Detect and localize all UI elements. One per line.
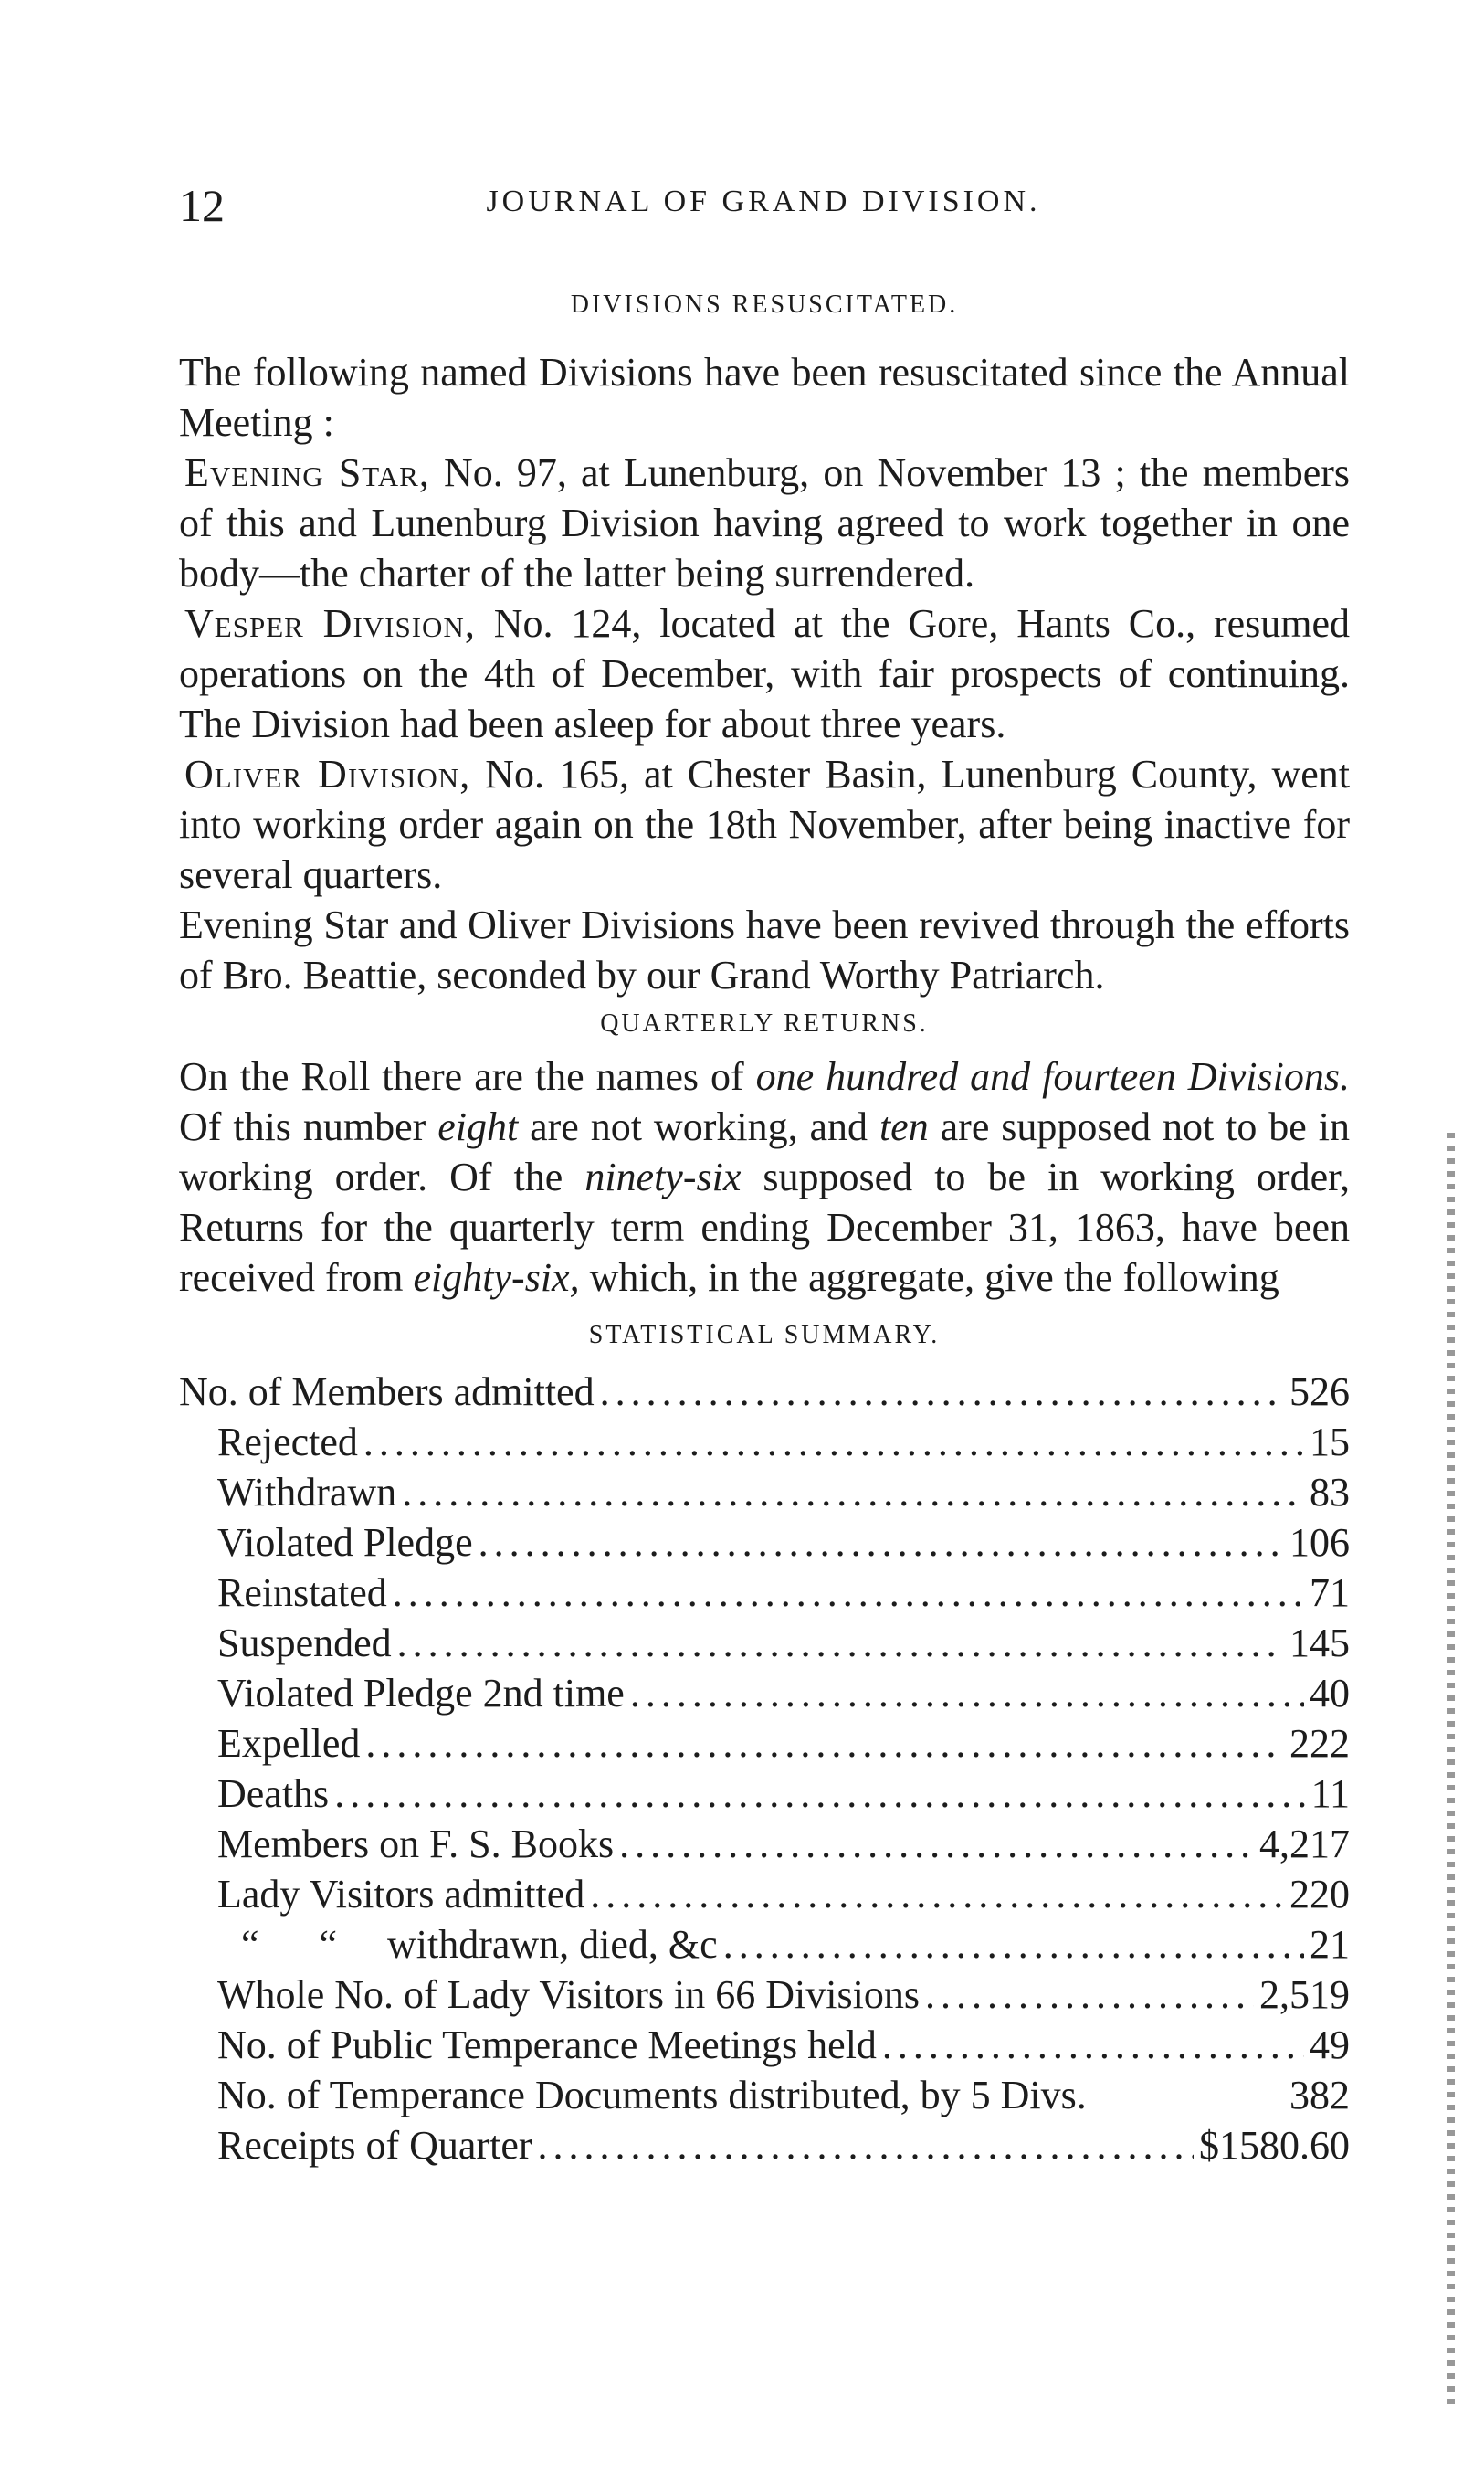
stat-value: 49 <box>1310 2022 1350 2067</box>
stat-value: 2,519 <box>1259 1972 1350 2017</box>
stat-label: Withdrawn <box>217 1470 397 1515</box>
stat-label-text: withdrawn, died, &c <box>387 1922 718 1967</box>
returns-emph-eighty-six: eighty-six, <box>413 1255 580 1300</box>
returns-text-4: are supposed not to be in working order. Of the <box>179 1104 1350 1199</box>
dot-leader <box>538 2120 1194 2170</box>
paragraph-revived <box>179 900 1350 1000</box>
dot-leader <box>600 1367 1284 1417</box>
dot-leader <box>882 2020 1304 2070</box>
stat-row <box>179 1568 1350 1618</box>
paragraph-quarterly-returns <box>179 1051 1350 1303</box>
division-name-evening-star: Evening Star, <box>184 450 430 495</box>
dot-leader <box>365 1718 1284 1769</box>
paragraph-oliver <box>179 749 1350 900</box>
dot-leader <box>334 1769 1305 1819</box>
dot-leader <box>619 1819 1254 1869</box>
oliver-text: No. 165, at Chester Basin, Lunenburg County, went into working order again on the 18th November, after being inactive for several quarters. <box>179 752 1350 897</box>
returns-text-3: are not working, and <box>518 1104 879 1149</box>
returns-text-1: On the Roll there are the names of <box>179 1054 756 1099</box>
revived-text: Evening Star and Oliver Divisions have been revived through the efforts of Bro. Beattie, seconded by our Grand Worthy Patriarch. <box>179 903 1350 998</box>
returns-emph-ninety-six: ninety-six <box>584 1155 742 1199</box>
stat-row <box>179 1819 1350 1869</box>
stat-row <box>179 2020 1350 2070</box>
running-head: JOURNAL OF GRAND DIVISION. <box>486 185 1041 218</box>
returns-emph-eight: eight <box>437 1104 519 1149</box>
paragraph-evening-star <box>179 448 1350 598</box>
stat-label: Whole No. of Lady Visitors in 66 Divisions <box>217 1972 920 2017</box>
stat-label: Expelled <box>217 1721 361 1766</box>
stat-value: 83 <box>1310 1470 1350 1515</box>
division-name-vesper: Vesper Division, <box>184 601 476 646</box>
returns-text-2: Of this number <box>179 1104 438 1149</box>
dot-leader <box>925 1969 1254 2020</box>
stat-row <box>179 1668 1350 1718</box>
section-heading-statistical-summary: STATISTICAL SUMMARY. <box>588 1321 941 1349</box>
stat-label: Suspended <box>217 1621 392 1665</box>
stat-label: Lady Visitors admitted <box>217 1872 585 1917</box>
stat-label: No. of Temperance Documents distributed, by 5 Divs. <box>217 2073 1087 2117</box>
vesper-text: No. 124, located at the Gore, Hants Co., resumed operations on the 4th of December, with fair prospects of continuing. The Division had been asleep for about three years. <box>179 601 1350 746</box>
section-heading-quarterly-returns: QUARTERLY RETURNS. <box>600 1009 929 1038</box>
dot-leader <box>393 1568 1304 1618</box>
statistical-summary-table <box>179 1367 1350 2170</box>
stat-value: 526 <box>1289 1369 1350 1414</box>
scan-edge-artifact <box>1447 1133 1455 2412</box>
stat-row <box>179 1618 1350 1668</box>
stat-value: $1580.60 <box>1199 2123 1350 2168</box>
ditto-marks: “ “ <box>241 1922 338 1967</box>
paragraph-vesper <box>179 598 1350 749</box>
returns-emph-ten: ten <box>879 1104 929 1149</box>
stat-row <box>179 1417 1350 1467</box>
stat-value: 4,217 <box>1259 1822 1350 1866</box>
stat-row <box>179 1969 1350 2020</box>
stat-row <box>179 2120 1350 2170</box>
stat-value: 40 <box>1310 1671 1350 1716</box>
dot-leader <box>723 1919 1304 1969</box>
stat-value: 15 <box>1310 1420 1350 1464</box>
stat-value: 21 <box>1310 1922 1350 1967</box>
stat-row <box>179 1517 1350 1568</box>
returns-text-6: which, in the aggregate, give the following <box>579 1255 1279 1300</box>
stat-row <box>179 1919 1350 1969</box>
stat-row <box>179 1718 1350 1769</box>
stat-row <box>179 2070 1350 2120</box>
dot-leader <box>479 1517 1284 1568</box>
stat-label: Deaths <box>217 1771 330 1816</box>
stat-value: 71 <box>1310 1570 1350 1615</box>
stat-value: 106 <box>1289 1520 1350 1565</box>
paragraph-intro <box>179 347 1350 448</box>
division-name-oliver: Oliver Division, <box>184 752 471 797</box>
page-body <box>179 290 1350 2170</box>
page-header <box>179 179 1348 234</box>
page-number: 12 <box>179 180 225 231</box>
stat-label: Violated Pledge 2nd time <box>217 1671 625 1716</box>
stat-row <box>179 1769 1350 1819</box>
stat-value: 222 <box>1289 1721 1350 1766</box>
dot-leader <box>397 1618 1284 1668</box>
section-heading-divisions-resuscitated: DIVISIONS RESUSCITATED. <box>570 290 959 319</box>
stat-label: Violated Pledge <box>217 1520 473 1565</box>
stat-row <box>179 1869 1350 1919</box>
returns-emph-divisions: one hundred and fourteen Divisions. <box>755 1054 1350 1099</box>
stat-label: Members on F. S. Books <box>217 1822 615 1866</box>
stat-label: Reinstated <box>217 1570 387 1615</box>
stat-label: Receipts of Quarter <box>217 2123 532 2168</box>
evening-star-text: No. 97, at Lunenburg, on November 13 ; the members of this and Lunenburg Division having agreed to work together in one body—the charter of the latter being surrendered. <box>179 450 1350 596</box>
dot-leader <box>630 1668 1304 1718</box>
dot-leader <box>363 1417 1304 1467</box>
stat-label <box>217 1919 718 1969</box>
stat-row <box>179 1467 1350 1517</box>
stat-row <box>179 1367 1350 1417</box>
returns-text-5: supposed to be in working order, Returns for the quarterly term ending December 31, 1863, have been received from <box>179 1155 1350 1300</box>
stat-value: 145 <box>1289 1621 1350 1665</box>
stat-value: 220 <box>1289 1872 1350 1917</box>
dot-leader <box>402 1467 1304 1517</box>
stat-value: 11 <box>1310 1771 1350 1816</box>
stat-label: Rejected <box>217 1420 358 1464</box>
intro-text: The following named Divisions have been resuscitated since the Annual Meeting : <box>179 350 1350 445</box>
dot-leader <box>590 1869 1284 1919</box>
stat-label: No. of Public Temperance Meetings held <box>217 2022 877 2067</box>
stat-value: 382 <box>1289 2073 1350 2117</box>
stat-label: No. of Members admitted <box>179 1369 595 1414</box>
